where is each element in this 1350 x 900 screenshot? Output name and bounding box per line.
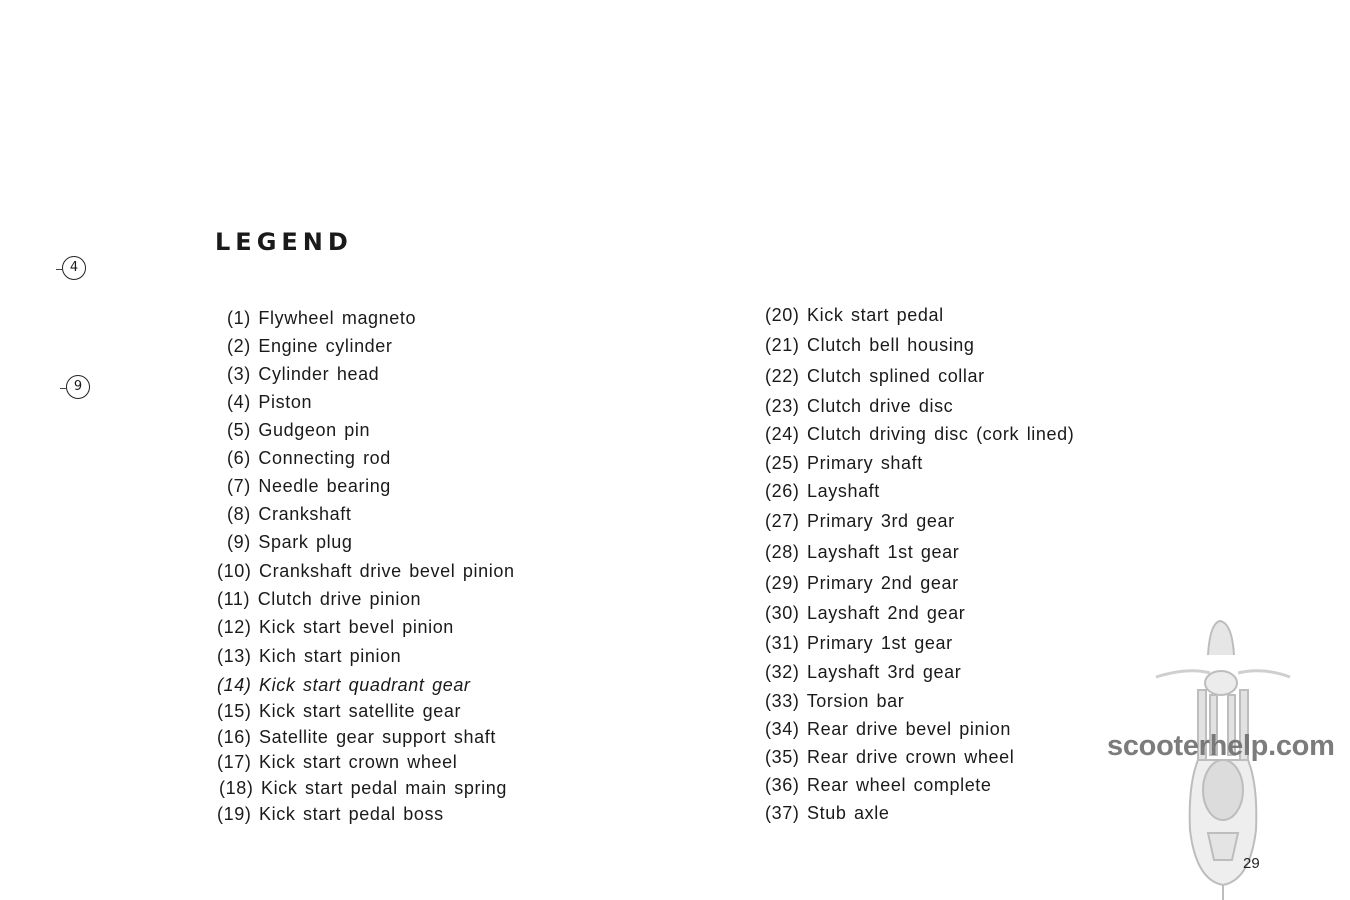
legend-item-29: (29) Primary 2nd gear (765, 573, 959, 593)
legend-item-12: (12) Kick start bevel pinion (217, 617, 454, 637)
legend-item-27: (27) Primary 3rd gear (765, 511, 955, 531)
legend-item-15: (15) Kick start satellite gear (217, 701, 462, 721)
legend-item-6: (6) Connecting rod (227, 448, 391, 468)
legend-item-35: (35) Rear drive crown wheel (765, 747, 1015, 767)
legend-item-2: (2) Engine cylinder (227, 336, 393, 356)
legend-item-8: (8) Crankshaft (227, 504, 352, 524)
legend-item-22: (22) Clutch splined collar (765, 366, 985, 386)
legend-item-17: (17) Kick start crown wheel (217, 752, 458, 772)
legend-item-21: (21) Clutch bell housing (765, 335, 975, 355)
legend-item-34: (34) Rear drive bevel pinion (765, 719, 1011, 739)
legend-item-7: (7) Needle bearing (227, 476, 391, 496)
legend-item-23: (23) Clutch drive disc (765, 396, 954, 416)
legend-item-36: (36) Rear wheel complete (765, 775, 992, 795)
legend-item-16: (16) Satellite gear support shaft (217, 727, 496, 747)
legend-item-37: (37) Stub axle (765, 803, 890, 823)
legend-item-18: (18) Kick start pedal main spring (219, 778, 507, 798)
legend-item-10: (10) Crankshaft drive bevel pinion (217, 561, 515, 581)
legend-item-1: (1) Flywheel magneto (227, 308, 417, 328)
legend-item-19: (19) Kick start pedal boss (217, 804, 444, 824)
legend-item-31: (31) Primary 1st gear (765, 633, 953, 653)
legend-item-24: (24) Clutch driving disc (cork lined) (765, 424, 1075, 444)
figure-marker-9: 9 (66, 375, 90, 399)
legend-item-28: (28) Layshaft 1st gear (765, 542, 960, 562)
legend-item-33: (33) Torsion bar (765, 691, 905, 711)
legend-item-5: (5) Gudgeon pin (227, 420, 371, 440)
legend-item-30: (30) Layshaft 2nd gear (765, 603, 966, 623)
legend-item-3: (3) Cylinder head (227, 364, 380, 384)
legend-item-11: (11) Clutch drive pinion (217, 589, 422, 609)
page-number: 29 (1243, 855, 1260, 872)
legend-item-13: (13) Kich start pinion (217, 646, 402, 666)
legend-item-32: (32) Layshaft 3rd gear (765, 662, 962, 682)
figure-marker-4: 4 (62, 256, 86, 280)
legend-item-26: (26) Layshaft (765, 481, 880, 501)
legend-item-14: (14) Kick start quadrant gear (217, 675, 471, 695)
legend-item-9: (9) Spark plug (227, 532, 353, 552)
legend-item-20: (20) Kick start pedal (765, 305, 944, 325)
legend-item-25: (25) Primary shaft (765, 453, 923, 473)
watermark: scooterhelp.com (1107, 730, 1335, 762)
legend-item-4: (4) Piston (227, 392, 313, 412)
page-title: LEGEND (215, 228, 353, 256)
